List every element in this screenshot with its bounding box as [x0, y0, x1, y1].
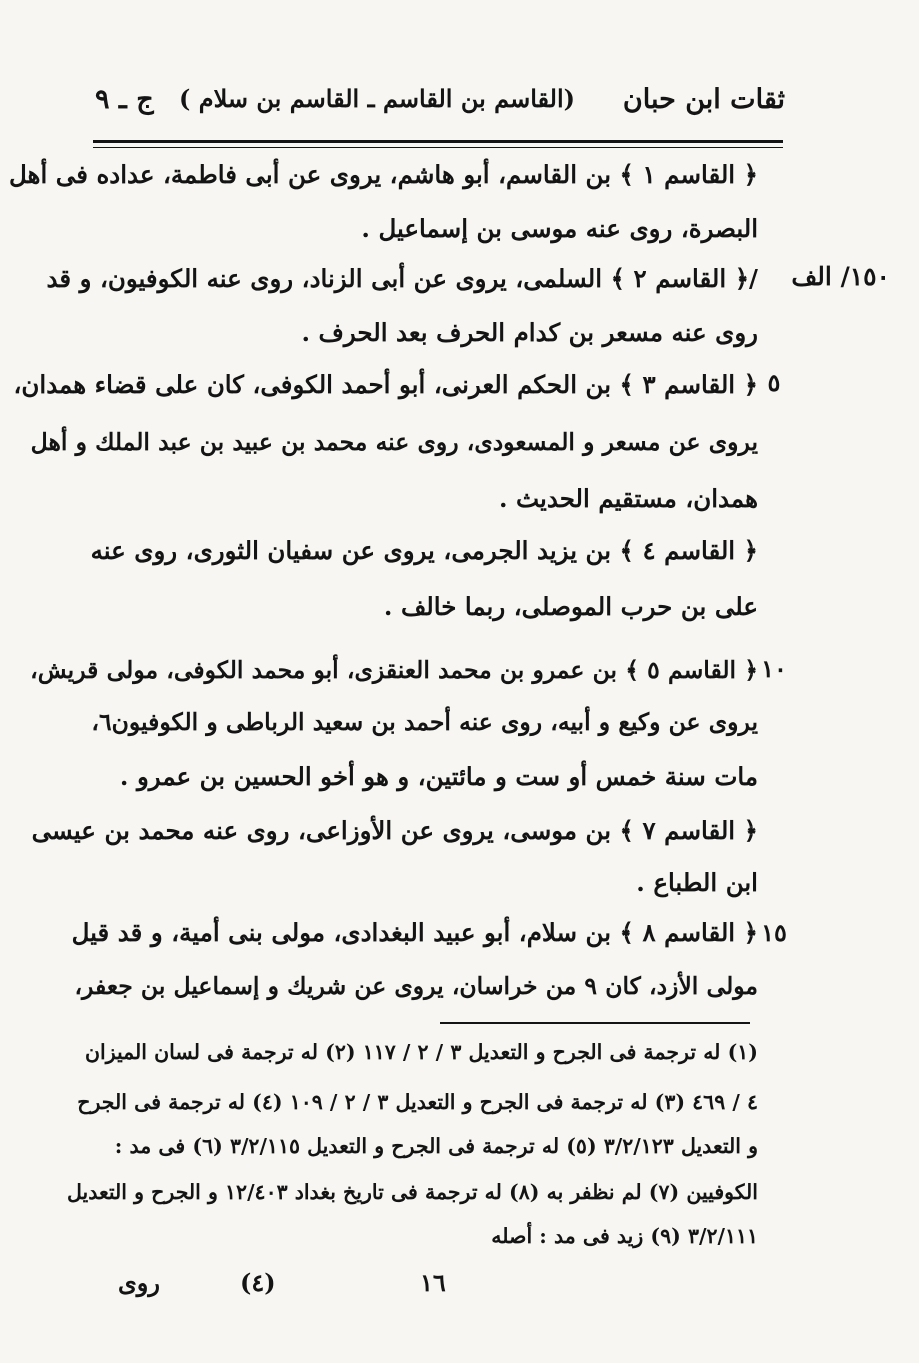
- text-line: على بن حرب الموصلى، ربما خالف .: [383, 592, 758, 621]
- margin-folio-reference: ١٥٠/ الف: [791, 262, 890, 291]
- text-line: مات سنة خمس أو ست و مائتين، و هو أخو الحسين بن عمرو .: [119, 762, 758, 791]
- footnote-line: ٣/٢/١١١ (٩) زيد فى مد : أصله: [491, 1224, 758, 1248]
- footnote-separator: [440, 1022, 750, 1024]
- text-line: يروى عن مسعر و المسعودى، روى عنه محمد بن عبيد بن عبد الملك و أهل: [30, 428, 758, 456]
- text-line: ﴿ القاسم ٧ ﴾ بن موسى، يروى عن الأوزاعى، روى عنه محمد بن عيسى: [31, 816, 758, 845]
- text-line: همدان، مستقيم الحديث .: [498, 484, 758, 513]
- text-line: ﴿ القاسم ٣ ﴾ بن الحكم العرنى، أبو أحمد الكوفى، كان على قضاء همدان،: [13, 370, 758, 399]
- text-line: مولى الأزد، كان ٩ من خراسان، يروى عن شريك و إسماعيل بن جعفر،: [74, 972, 758, 1000]
- header-rule-thin: [93, 147, 783, 148]
- header-rule-thick: [93, 140, 783, 143]
- footnote-line: الكوفيين (٧) لم نظفر به (٨) له ترجمة فى تاريخ بغداد ١٢/٤٠٣ و الجرح و التعديل: [66, 1180, 758, 1204]
- footnote-line: (١) له ترجمة فى الجرح و التعديل ٣ / ٢ / ١١٧ (٢) له ترجمة فى لسان الميزان: [84, 1040, 758, 1064]
- catchword: روى: [118, 1268, 160, 1297]
- text-line: ﴿ القاسم ١ ﴾ بن القاسم، أبو هاشم، يروى عن أبى فاطمة، عداده فى أهل: [8, 160, 758, 189]
- text-line: روى عنه مسعر بن كدام الحرف بعد الحرف .: [301, 318, 758, 347]
- line-number: ٥: [767, 368, 781, 397]
- text-line: ﴿ القاسم ٥ ﴾ بن عمرو بن محمد العنقزى، أبو محمد الكوفى، مولى قريش،: [30, 656, 758, 684]
- volume-label: ج ـ ٩: [95, 84, 154, 115]
- text-line: ﴿ القاسم ٨ ﴾ بن سلام، أبو عبيد البغدادى، مولى بنى أمية، و قد قيل: [71, 918, 758, 947]
- footnote-line: و التعديل ٣/٢/١٢٣ (٥) له ترجمة فى الجرح و التعديل ٣/٢/١١٥ (٦) فى مد :: [114, 1134, 758, 1158]
- text-line: ﴿ القاسم ٤ ﴾ بن يزيد الجرمى، يروى عن سفيان الثورى، روى عنه: [90, 536, 758, 565]
- text-line: البصرة، روى عنه موسى بن إسماعيل .: [361, 214, 758, 243]
- text-line: /﴿ القاسم ٢ ﴾ السلمى، يروى عن أبى الزناد، روى عنه الكوفيون، و قد: [46, 264, 758, 293]
- running-title: ثقات ابن حبان: [622, 84, 785, 115]
- text-line: يروى عن وكيع و أبيه، روى عنه أحمد بن سعيد الرباطى و الكوفيون٦،: [91, 708, 758, 736]
- signature-mark: (٤): [240, 1268, 276, 1297]
- page-number: ١٦: [420, 1268, 446, 1297]
- footnote-line: ٤ / ٤٦٩ (٣) له ترجمة فى الجرح و التعديل ٣ / ٢ / ١٠٩ (٤) له ترجمة فى الجرح: [77, 1090, 758, 1114]
- running-subtitle: (القاسم بن القاسم ـ القاسم بن سلام ): [179, 84, 575, 113]
- line-number: ١٥: [761, 918, 787, 947]
- text-line: ابن الطباع .: [636, 868, 758, 897]
- line-number: ١٠: [761, 654, 787, 683]
